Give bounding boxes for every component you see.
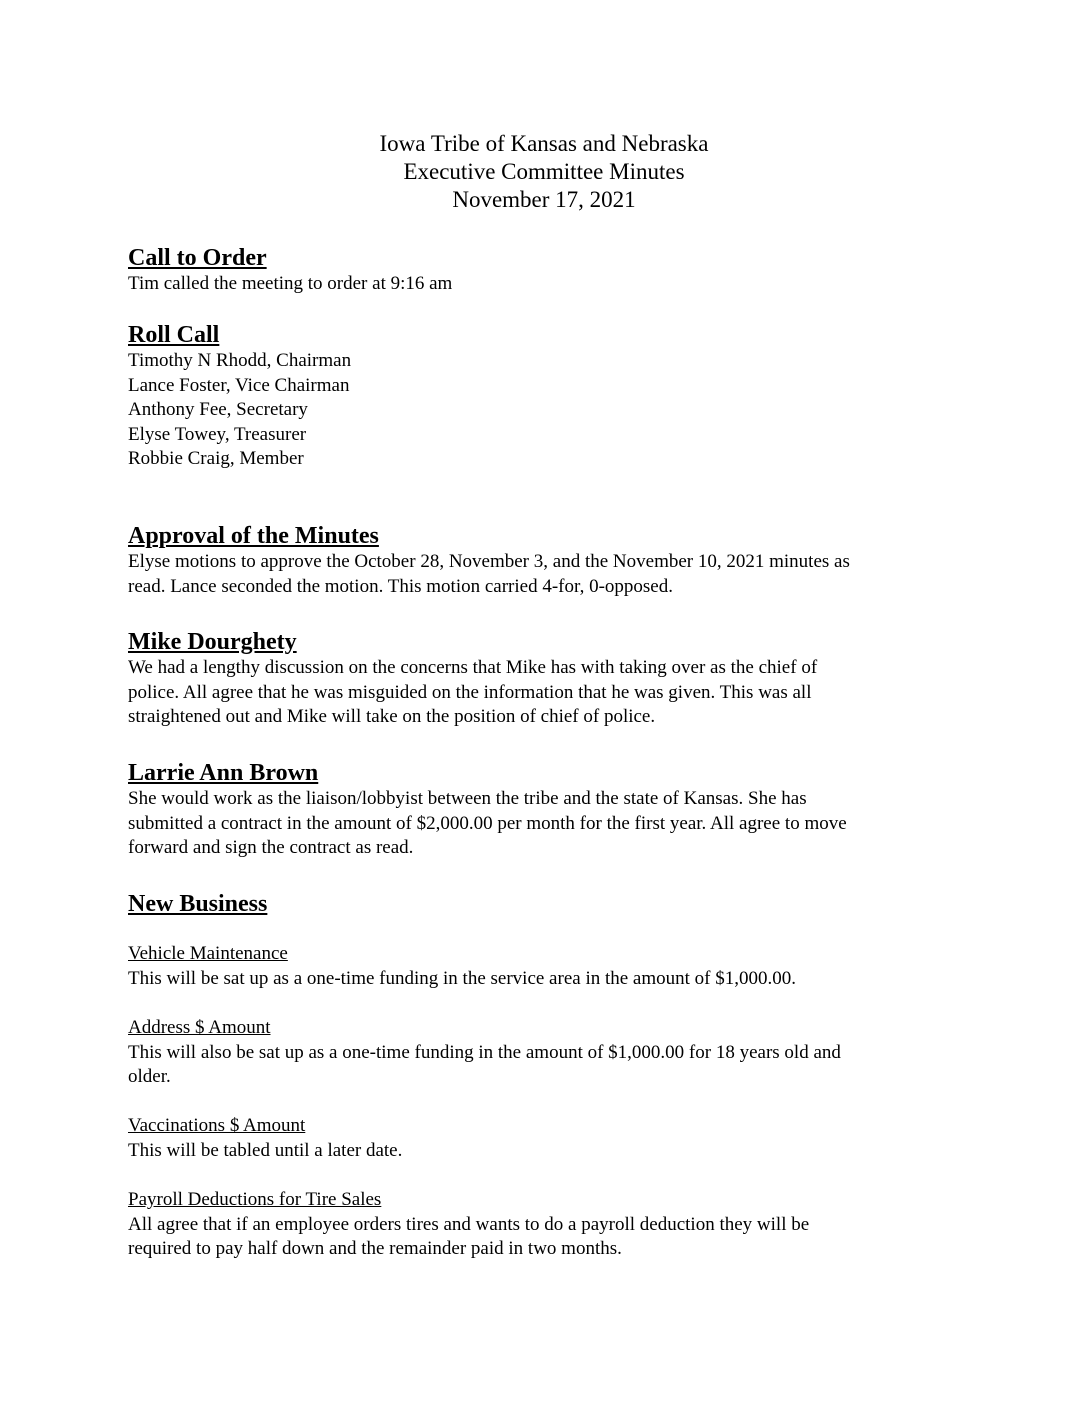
section-title: Mike Dourghety: [128, 629, 297, 655]
item-subtitle: Vaccinations $ Amount: [128, 1115, 306, 1136]
item-subtitle: Address $ Amount: [128, 1017, 271, 1038]
organization-name: Iowa Tribe of Kansas and Nebraska: [379, 131, 709, 156]
section-text-line: police. All agree that he was misguided on the information that he was given. This was all: [128, 681, 812, 703]
item-text-line: All agree that if an employee orders tires and wants to do a payroll deduction they will be: [128, 1213, 810, 1235]
item-text-line: This will be sat up as a one-time funding in the service area in the amount of $1,000.00.: [128, 967, 796, 989]
section-roll-call: [128, 321, 958, 472]
section-text-line: She would work as the liaison/lobbyist between the tribe and the state of Kansas. She has: [128, 788, 807, 809]
new-business-item-address-amount: [128, 1016, 958, 1090]
section-call-to-order: [128, 244, 958, 297]
item-text-line: older.: [128, 1066, 171, 1087]
document-title: Executive Committee Minutes: [403, 159, 685, 184]
item-text-line: This will also be sat up as a one-time funding in the amount of $1,000.00 for 18 years old and: [128, 1041, 841, 1063]
section-title: Larrie Ann Brown: [128, 760, 319, 786]
section-title: Call to Order: [128, 245, 267, 271]
item-text-line: This will be tabled until a later date.: [128, 1139, 403, 1161]
section-title: Roll Call: [128, 322, 220, 348]
section-text-line: straightened out and Mike will take on the position of chief of police.: [128, 706, 656, 727]
roll-call-member: Lance Foster, Vice Chairman: [128, 374, 350, 396]
new-business-item-vehicle-maintenance: [128, 942, 958, 991]
section-text-line: read. Lance seconded the motion. This motion carried 4-for, 0-opposed.: [128, 575, 673, 597]
section-text-line: submitted a contract in the amount of $2,000.00 per month for the first year. All agree to move: [128, 812, 847, 834]
section-text-line: We had a lengthy discussion on the concerns that Mike has with taking over as the chief of: [128, 657, 818, 678]
roll-call-member: Anthony Fee, Secretary: [128, 399, 308, 420]
item-subtitle: Payroll Deductions for Tire Sales: [128, 1189, 382, 1210]
section-text: Tim called the meeting to order at 9:16 am: [128, 273, 453, 294]
section-new-business: [128, 890, 958, 918]
section-title: New Business: [128, 891, 268, 917]
roll-call-member: Robbie Craig, Member: [128, 448, 304, 469]
roll-call-member: Timothy N Rhodd, Chairman: [128, 350, 352, 371]
item-text-line: required to pay half down and the remainder paid in two months.: [128, 1238, 622, 1259]
section-title: Approval of the Minutes: [128, 523, 379, 549]
item-subtitle: Vehicle Maintenance: [128, 943, 288, 964]
section-text-line: forward and sign the contract as read.: [128, 837, 414, 858]
document-header: [0, 130, 1088, 214]
section-mike-dourghety: [128, 628, 958, 730]
section-approval-of-minutes: [128, 522, 958, 599]
new-business-item-payroll-deductions: [128, 1188, 958, 1262]
section-text-line: Elyse motions to approve the October 28, November 3, and the November 10, 2021 minutes as: [128, 551, 850, 572]
section-larrie-ann-brown: [128, 759, 958, 861]
meeting-date: November 17, 2021: [452, 187, 636, 212]
new-business-item-vaccinations-amount: [128, 1114, 958, 1163]
roll-call-member: Elyse Towey, Treasurer: [128, 423, 307, 445]
